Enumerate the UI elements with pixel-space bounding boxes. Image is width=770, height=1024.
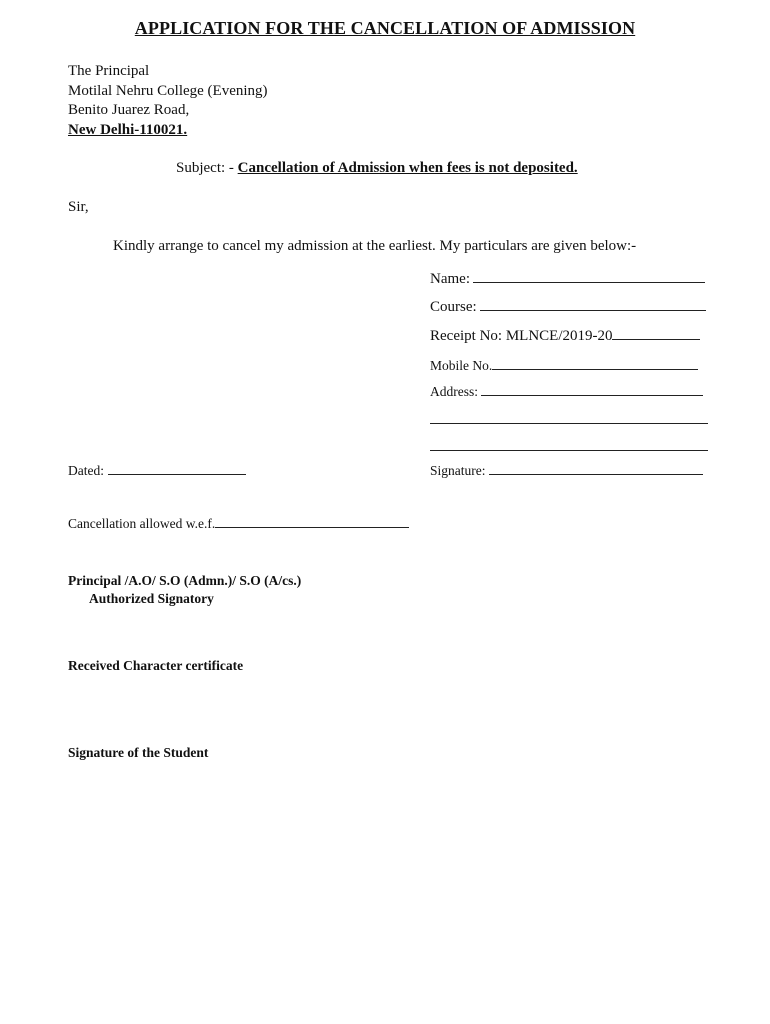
body-text: Kindly arrange to cancel my admission at the earliest. My particulars are given below:- [113,238,637,254]
receipt-field[interactable] [430,328,700,345]
name-label: Name: [430,271,470,287]
dated-blank[interactable] [108,473,246,475]
signature-blank[interactable] [489,473,703,475]
subject-line [176,160,578,177]
mobile-label: Mobile No. [430,358,493,373]
dated-field[interactable] [68,463,246,479]
receipt-blank[interactable] [612,338,700,340]
recipient-address [68,62,268,140]
name-blank[interactable] [473,281,705,283]
received-certificate: Received Character certificate [68,658,244,673]
address-blank-2[interactable] [430,423,708,424]
address-field[interactable] [430,384,703,400]
signatory-subtitle: Authorized Signatory [89,591,214,606]
address-label: Address: [430,384,478,399]
signature-label: Signature: [430,463,486,478]
signatory-title: Principal /A.O/ S.O (Admn.)/ S.O (A/cs.) [68,573,302,588]
dated-label: Dated: [68,463,104,478]
student-signature: Signature of the Student [68,745,209,760]
page-title: APPLICATION FOR THE CANCELLATION OF ADMISSION [134,18,636,38]
address-city: New Delhi-110021. [68,121,188,138]
cancellation-field[interactable] [68,516,409,532]
address-line-1: The Principal [68,63,150,79]
signature-field[interactable] [430,463,703,479]
mobile-blank[interactable] [492,368,698,370]
course-label: Course: [430,299,477,315]
course-blank[interactable] [480,309,706,311]
cancellation-label: Cancellation allowed w.e.f. [68,516,216,531]
subject-text: Cancellation of Admission when fees is not deposited. [237,160,578,176]
name-field[interactable] [430,271,705,288]
salutation: Sir, [68,199,89,215]
address-blank-1[interactable] [481,394,703,396]
cancellation-blank[interactable] [215,526,409,528]
address-line-3: Benito Juarez Road, [68,102,190,118]
address-blank-3[interactable] [430,450,708,451]
address-line-2: Motilal Nehru College (Evening) [68,82,268,99]
course-field[interactable] [430,299,706,316]
receipt-label: Receipt No: MLNCE/2019-20 [430,328,613,344]
subject-label: Subject: - [176,160,238,176]
mobile-field[interactable] [430,358,698,374]
